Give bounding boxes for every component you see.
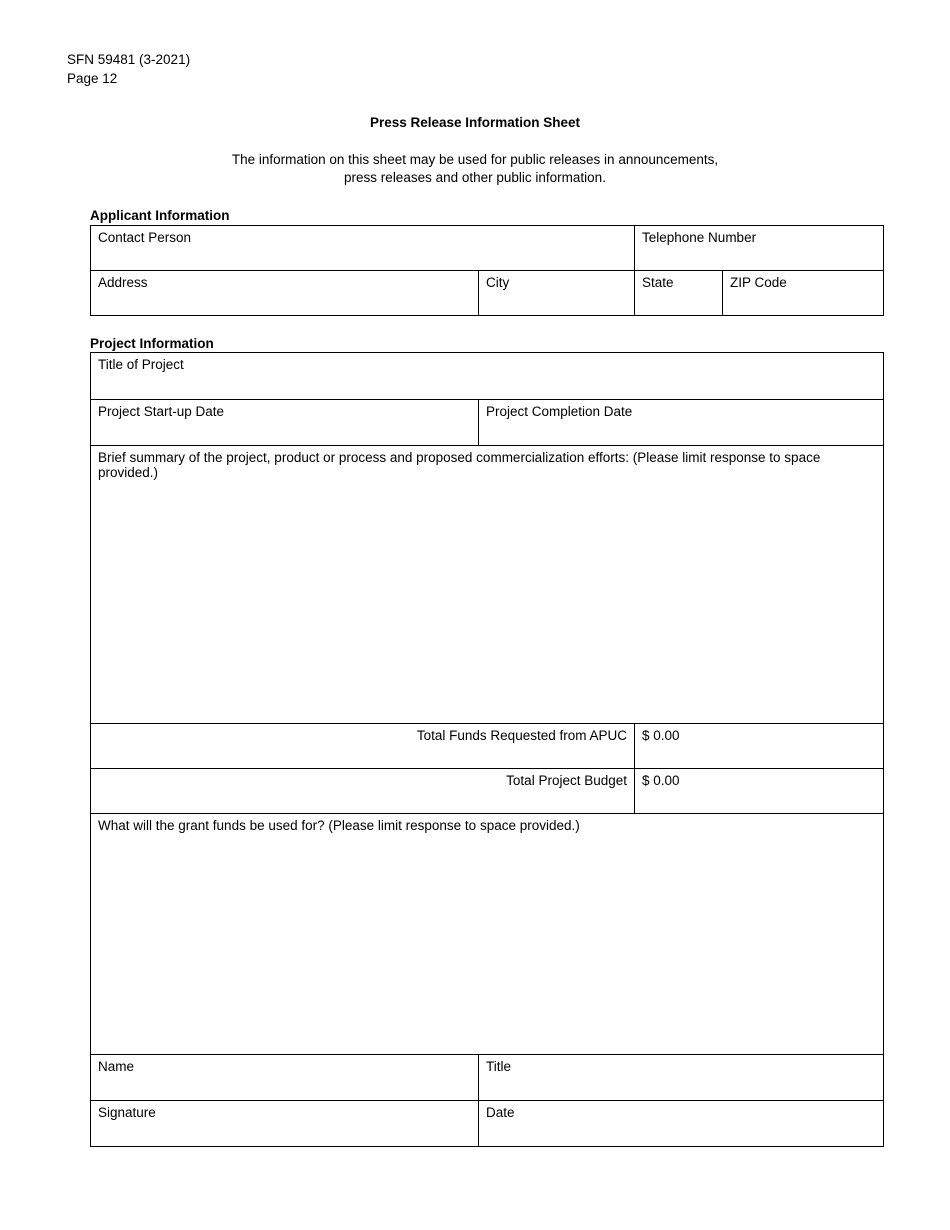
grant-funds-use-label: What will the grant funds be used for? (Please limit response to space provided.): [98, 818, 580, 833]
press-release-form-page: [0, 50, 950, 1230]
table-row: [91, 353, 884, 400]
date-field[interactable]: [479, 1101, 884, 1147]
intro-text: [0, 151, 950, 187]
name-label: Name: [98, 1059, 135, 1074]
total-funds-requested-label: Total Funds Requested from APUC: [416, 728, 627, 743]
state-label: State: [642, 275, 674, 290]
intro-line-1: The information on this sheet may be used for public releases in announcements,: [231, 152, 719, 167]
table-row: [91, 724, 884, 769]
page-number: Page 12: [67, 71, 118, 86]
title-of-project-field[interactable]: [91, 353, 884, 400]
table-row: [91, 271, 884, 316]
total-funds-requested-value-field[interactable]: [635, 724, 884, 769]
project-completion-date-field[interactable]: [479, 400, 884, 446]
grant-funds-use-field[interactable]: [91, 814, 884, 1055]
project-information-heading: Project Information: [90, 336, 214, 351]
table-row: [91, 1101, 884, 1147]
title-label: Title: [486, 1059, 512, 1074]
address-field[interactable]: [91, 271, 479, 316]
total-funds-requested-label-cell: [91, 724, 635, 769]
zip-code-label: ZIP Code: [730, 275, 787, 290]
table-row: [91, 1055, 884, 1101]
state-field[interactable]: [635, 271, 723, 316]
address-label: Address: [98, 275, 148, 290]
city-label: City: [486, 275, 510, 290]
applicant-information-table: [90, 225, 884, 316]
table-row: [91, 400, 884, 446]
title-field[interactable]: [479, 1055, 884, 1101]
title-of-project-label: Title of Project: [98, 357, 184, 372]
name-field[interactable]: [91, 1055, 479, 1101]
table-row: [91, 769, 884, 814]
contact-person-label: Contact Person: [98, 230, 192, 245]
signature-field[interactable]: [91, 1101, 479, 1147]
form-number: SFN 59481 (3-2021): [67, 52, 191, 67]
table-row: [91, 226, 884, 271]
city-field[interactable]: [479, 271, 635, 316]
intro-line-2: press releases and other public information.: [344, 170, 606, 185]
brief-summary-field[interactable]: [91, 446, 884, 724]
table-row: [91, 814, 884, 1055]
table-row: [91, 446, 884, 724]
signature-label: Signature: [98, 1105, 156, 1120]
doc-header: [67, 50, 950, 88]
total-funds-requested-value: $ 0.00: [642, 728, 680, 743]
telephone-number-field[interactable]: [635, 226, 884, 271]
project-startup-date-label: Project Start-up Date: [98, 404, 225, 419]
total-project-budget-value-field[interactable]: [635, 769, 884, 814]
applicant-information-heading: Applicant Information: [90, 208, 230, 223]
total-project-budget-label-cell: [91, 769, 635, 814]
zip-code-field[interactable]: [723, 271, 884, 316]
date-label: Date: [486, 1105, 515, 1120]
project-completion-date-label: Project Completion Date: [486, 404, 633, 419]
telephone-number-label: Telephone Number: [642, 230, 757, 245]
project-information-table: [90, 352, 884, 1147]
contact-person-field[interactable]: [91, 226, 635, 271]
brief-summary-label: Brief summary of the project, product or process and proposed commercialization efforts: (Please limit response to space provided.): [98, 450, 821, 480]
total-project-budget-label: Total Project Budget: [506, 773, 627, 788]
form-title: Press Release Information Sheet: [369, 115, 581, 130]
project-startup-date-field[interactable]: [91, 400, 479, 446]
total-project-budget-value: $ 0.00: [642, 773, 680, 788]
